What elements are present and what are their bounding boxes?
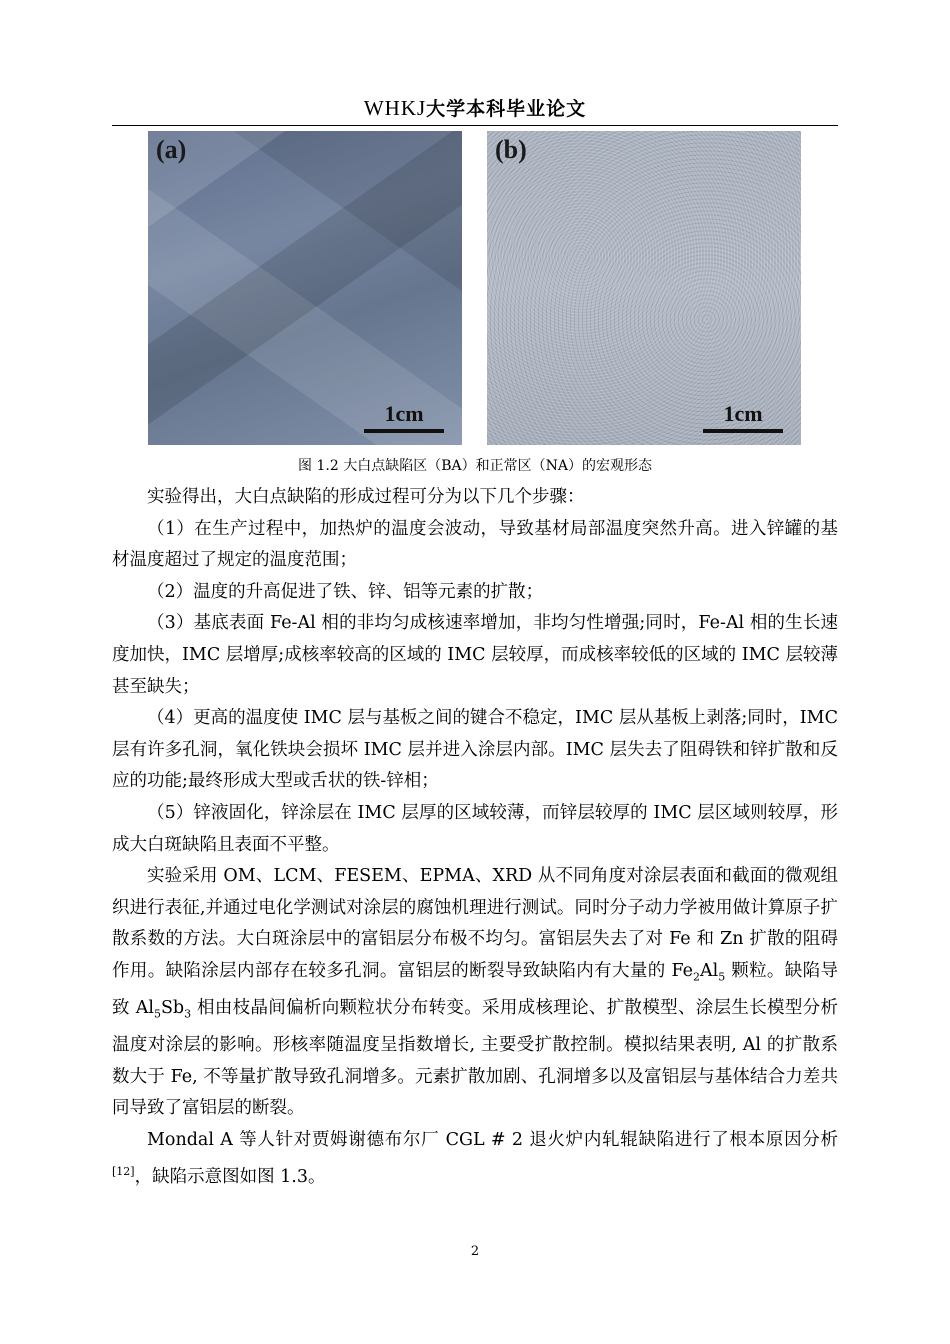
p7-text-a: 实验采用 OM、LCM、FESEM、EPMA、XRD 从不同角度对涂层表面和截面的微观组织进行表征,并通过电化学测试对涂层的腐蚀机理进行测试。同时分子动力学被用做计算原子扩散系数的方法。大白斑涂层中的富铝层分布极不均匀。富铝层失去了对 Fe 和 Zn 扩散的阻碍作用。缺陷涂层内部存在较多孔洞。富铝层的断裂导致缺陷内有大量的 Fe bbox=[112, 866, 838, 981]
header-title: 大学本科毕业论文 bbox=[426, 98, 587, 120]
panel-b-label: (b) bbox=[495, 135, 527, 164]
p7-sub-3: 5 bbox=[153, 1007, 161, 1021]
citation-ref: [12] bbox=[112, 1165, 135, 1179]
panel-a-label: (a) bbox=[156, 135, 187, 164]
panel-a-scale-bar bbox=[364, 429, 444, 433]
p7-text-e: 相由枝晶间偏析向颗粒状分布转变。采用成核理论、扩散模型、涂层生长模型分析温度对涂层的影响。形核率随温度呈指数增长, 主要受扩散控制。模拟结果表明, Al 的扩散系数大于 Fe, 不等量扩散导致孔洞增多。元素扩散加剧、孔洞增多以及富铝层与基体结合力差共同导致了富铝层的断裂。 bbox=[112, 998, 838, 1119]
paragraph-4: （3）基底表面 Fe-Al 相的非均匀成核速率增加，非均匀性增强;同时，Fe-Al 相的生长速度加快，IMC 层增厚;成核率较高的区域的 IMC 层较厚，而成核率较低的区域的 IMC 层较薄甚至缺失； bbox=[112, 613, 838, 697]
panel-b-scale-bar bbox=[703, 429, 783, 433]
paragraph-1: 实验得出，大白点缺陷的形成过程可分为以下几个步骤： bbox=[147, 487, 585, 507]
panel-b-scale bbox=[703, 401, 783, 433]
figure-panel-a bbox=[148, 131, 462, 445]
panel-a-scale bbox=[364, 401, 444, 433]
p7-text-b: Al bbox=[700, 960, 719, 981]
paragraph-2: （1）在生产过程中，加热炉的温度会波动，导致基材局部温度突然升高。进入锌罐的基材温度超过了规定的温度范围； bbox=[112, 518, 838, 571]
paragraph-5: （4）更高的温度使 IMC 层与基板之间的键合不稳定，IMC 层从基板上剥落;同时，IMC 层有许多孔洞，氧化铁块会损坏 IMC 层并进入涂层内部。IMC 层失去了阻碍铁和锌扩散和反应的功能;最终形成大型或舌状的铁-锌相； bbox=[112, 708, 838, 792]
p7-sub-1: 2 bbox=[693, 970, 701, 984]
page-number: 2 bbox=[470, 1244, 480, 1259]
panel-b-scale-text: 1cm bbox=[723, 401, 763, 426]
paragraph-3: （2）温度的升高促进了铁、锌、铝等元素的扩散； bbox=[147, 581, 544, 602]
body-text bbox=[112, 482, 838, 1194]
header-rule bbox=[112, 125, 838, 126]
figure-panel-b bbox=[487, 131, 801, 445]
p7-text-d: Sb bbox=[160, 998, 185, 1018]
paragraph-7 bbox=[112, 861, 838, 1125]
p8-text-b: ，缺陷示意图如图 1.3。 bbox=[134, 1167, 326, 1188]
panel-a-scale-text: 1cm bbox=[384, 401, 424, 426]
p7-text-c: 颗粒。缺陷导致 Al bbox=[112, 960, 839, 1018]
p7-sub-2: 5 bbox=[718, 970, 726, 984]
figure-caption: 图 1.2 大白点缺陷区（BA）和正常区（NA）的宏观形态 bbox=[298, 458, 652, 474]
header-prefix: WHKJ bbox=[363, 96, 427, 120]
paragraph-8 bbox=[112, 1125, 838, 1194]
page-header bbox=[112, 94, 838, 121]
p7-sub-4: 3 bbox=[184, 1007, 192, 1021]
paragraph-6: （5）锌液固化，锌涂层在 IMC 层厚的区域较薄，而锌层较厚的 IMC 层区域则较厚，形成大白斑缺陷且表面不平整。 bbox=[112, 802, 838, 855]
p8-text-a: Mondal A 等人针对贾姆谢德布尔厂 CGL # 2 退火炉内轧辊缺陷进行了根本原因分析 bbox=[147, 1129, 838, 1150]
